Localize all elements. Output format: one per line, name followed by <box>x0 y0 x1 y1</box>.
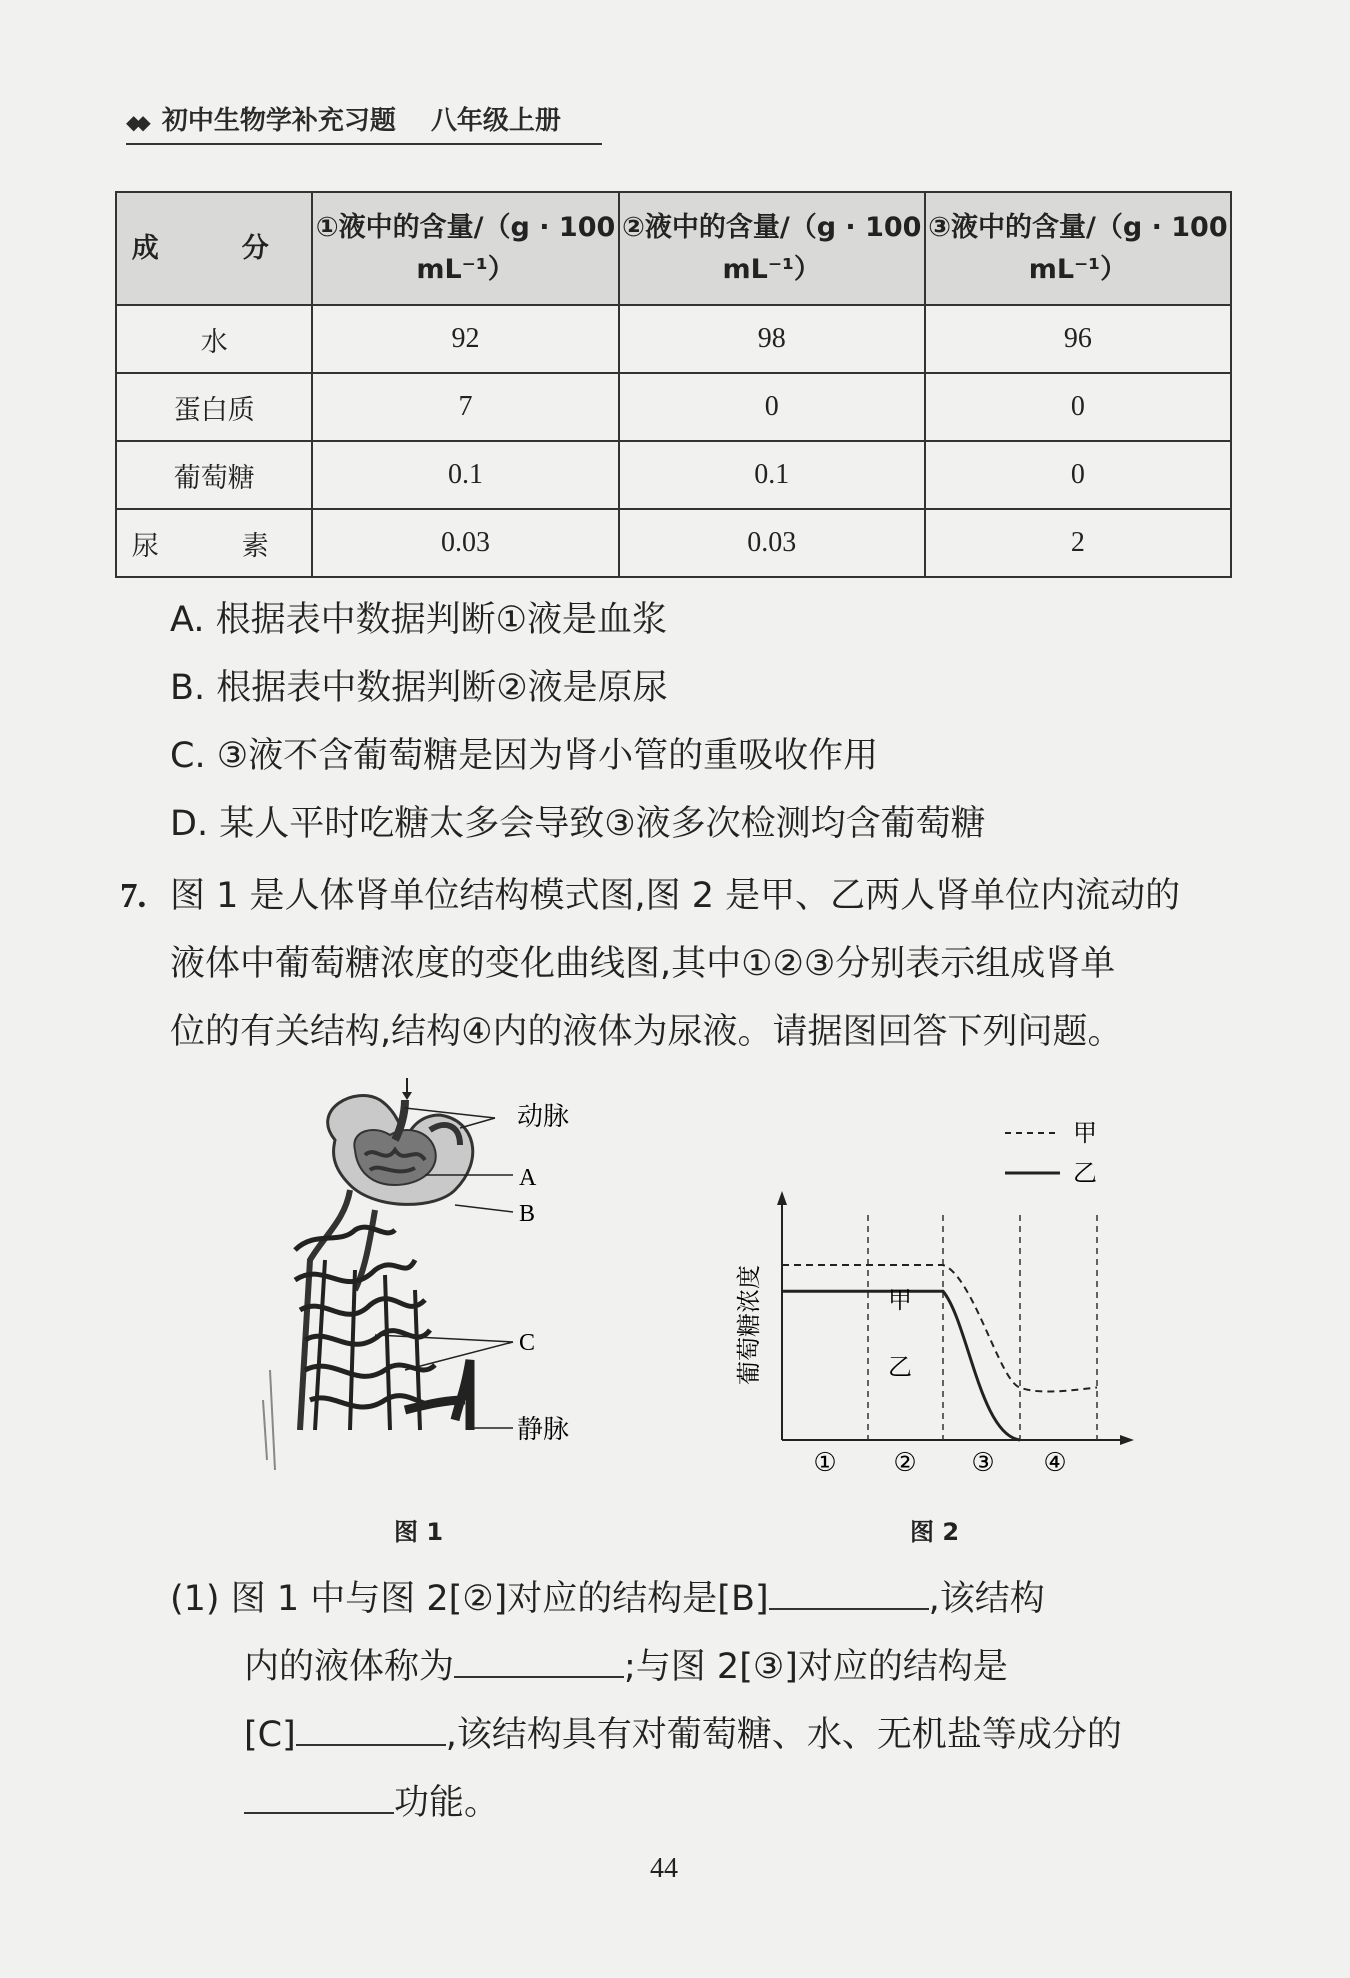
answer-blank[interactable] <box>296 1714 446 1746</box>
figure-2-caption: 图 2 <box>910 1518 960 1546</box>
question-text: 内的液体称为 <box>244 1647 455 1687</box>
y-axis-arrow <box>777 1191 787 1205</box>
question-text: ;与图 2[③]对应的结构是 <box>624 1647 1008 1687</box>
composition-table <box>115 191 1232 578</box>
nephron-diagram <box>255 1070 615 1490</box>
table-cell: 葡萄糖 <box>116 441 312 509</box>
table-cell: 2 <box>925 509 1231 577</box>
x-tick-label: ③ <box>971 1448 995 1478</box>
table-row <box>116 373 1231 441</box>
table-cell: 水 <box>116 305 312 373</box>
leader-line <box>405 1342 513 1370</box>
table-cell: 98 <box>619 305 925 373</box>
table-cell: 7 <box>312 373 618 441</box>
answer-blank[interactable] <box>244 1782 394 1814</box>
question-7 <box>120 862 1230 1066</box>
table-cell: 蛋白质 <box>116 373 312 441</box>
table-cell: 0 <box>925 373 1231 441</box>
table-row <box>116 509 1231 577</box>
x-axis-arrow <box>1120 1435 1134 1445</box>
series-jia-line <box>782 1265 1097 1392</box>
table-header-cell: ①液中的含量/（g · 100 mL⁻¹） <box>312 192 618 305</box>
table-header-cell: ②液中的含量/（g · 100 mL⁻¹） <box>619 192 925 305</box>
book-title: 初中生物学补充习题 <box>161 106 396 136</box>
option-c: C. ③液不含葡萄糖是因为肾小管的重吸收作用 <box>170 736 879 776</box>
glucose-chart <box>725 1115 1145 1490</box>
question-text: 位的有关结构,结构④内的液体为尿液。请据图回答下列问题。 <box>170 1012 1123 1052</box>
leader-line <box>455 1205 513 1212</box>
table-header-cell: 成 分 <box>116 192 312 305</box>
option-d: D. 某人平时吃糖太多会导致③液多次检测均含葡萄糖 <box>170 804 986 844</box>
legend-yi: 乙 <box>1073 1159 1097 1187</box>
answer-blank[interactable] <box>769 1578 929 1610</box>
answer-blank[interactable] <box>454 1646 624 1678</box>
label-artery: 动脉 <box>517 1102 570 1132</box>
table-header-cell: ③液中的含量/（g · 100 mL⁻¹） <box>925 192 1231 305</box>
question-text: [C] <box>244 1715 296 1755</box>
question-number: 7. <box>120 876 147 915</box>
collecting-duct-fragment <box>263 1370 275 1470</box>
option-b: B. 根据表中数据判断②液是原尿 <box>170 668 668 708</box>
table-row <box>116 441 1231 509</box>
table-cell: 尿 素 <box>116 509 312 577</box>
label-c: C <box>519 1330 536 1356</box>
table-cell: 0.03 <box>312 509 618 577</box>
flow-arrow-head <box>402 1092 412 1100</box>
label-b: B <box>519 1201 536 1227</box>
figure-1-caption: 图 1 <box>394 1518 444 1546</box>
page-number: 44 <box>650 1853 678 1884</box>
label-a: A <box>519 1165 537 1191</box>
leader-line <box>375 1335 513 1342</box>
table-cell: 0 <box>619 373 925 441</box>
region-label-yi: 乙 <box>888 1353 912 1381</box>
question-text: ,该结构具有对葡萄糖、水、无机盐等成分的 <box>445 1715 1122 1755</box>
table-cell: 0.1 <box>619 441 925 509</box>
page-header <box>126 100 602 145</box>
book-grade: 八年级上册 <box>430 106 561 136</box>
legend-jia: 甲 <box>1073 1119 1097 1147</box>
question-text: 功能。 <box>394 1783 500 1823</box>
label-vein: 静脉 <box>517 1415 570 1445</box>
table-cell: 92 <box>312 305 618 373</box>
question-text: 图 1 是人体肾单位结构模式图,图 2 是甲、乙两人肾单位内流动的 <box>170 876 1181 916</box>
question-text: ,该结构 <box>928 1579 1045 1619</box>
table-cell: 0.03 <box>619 509 925 577</box>
table-cell: 0 <box>925 441 1231 509</box>
table-cell: 96 <box>925 305 1231 373</box>
diamond-icon: ◆◆ <box>126 110 145 134</box>
x-tick-label: ② <box>893 1448 917 1478</box>
table-header-row <box>116 192 1231 305</box>
region-label-jia: 甲 <box>888 1286 912 1314</box>
table-row <box>116 305 1231 373</box>
x-tick-label: ④ <box>1043 1448 1067 1478</box>
y-axis-label: 葡萄糖浓度 <box>735 1265 763 1385</box>
sub-question-1 <box>170 1565 1230 1837</box>
question-text: 液体中葡萄糖浓度的变化曲线图,其中①②③分别表示组成肾单 <box>170 944 1116 984</box>
option-a: A. 根据表中数据判断①液是血浆 <box>170 600 667 640</box>
table-cell: 0.1 <box>312 441 618 509</box>
question-text: (1) 图 1 中与图 2[②]对应的结构是[B] <box>170 1579 769 1619</box>
leader-line <box>460 1118 495 1128</box>
x-tick-label: ① <box>813 1448 837 1478</box>
